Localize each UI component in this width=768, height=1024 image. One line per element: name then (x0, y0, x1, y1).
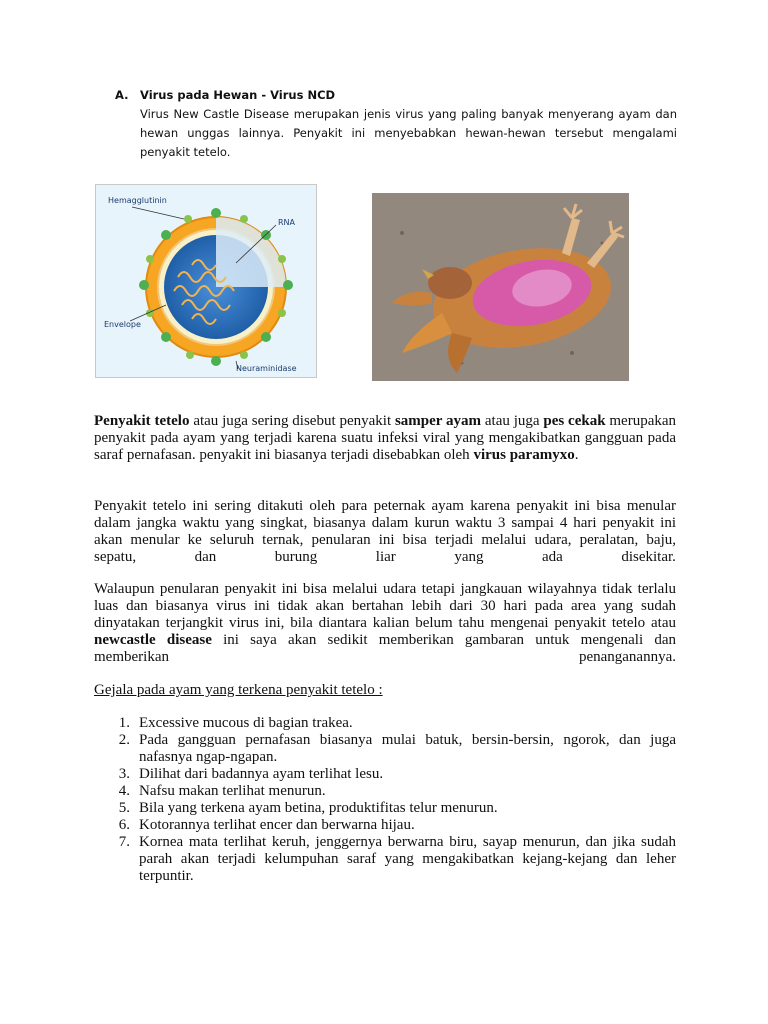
list-item (94, 834, 676, 885)
word: liar (375, 549, 396, 565)
para2-body: Penyakit tetelo ini sering ditakuti oleh para peternak ayam karena penyakit ini bisa menular dalam jangka waktu yang singkat, biasanya dalam kurun waktu 3 sampai 4 hari penyakit ini akan menular ke seluruh ternak, penularan ini bisa terjadi melalui udara, peralatan, baju, (94, 498, 676, 548)
list-text: Bila yang terkena ayam betina, produktifitas telur menurun. (139, 800, 498, 816)
list-number: 2. (118, 732, 130, 748)
list-number: 7. (118, 834, 130, 850)
label-neuraminidase: Neuraminidase (236, 364, 297, 373)
paragraph-2 (94, 498, 676, 566)
list-item (94, 715, 676, 732)
para3-text-a: Walaupun penularan penyakit ini bisa melalui udara tetapi jangkauan wilayahnya tidak terlalu luas dan biasanya virus ini tidak akan bertahan lebih dari 30 hari pada area yang sudah dinyatakan terjangkit virus ini, bila diantara kalian belum tahu mengenai penyakit tetelo atau (94, 581, 676, 631)
list-item (94, 783, 676, 800)
paragraph-1 (94, 413, 676, 464)
symptoms-list (94, 715, 676, 885)
list-item (94, 800, 676, 817)
term-pes-cekak: pes cekak (543, 413, 606, 429)
term-samper-ayam: samper ayam (394, 413, 482, 429)
chicken-illustration (372, 193, 629, 381)
section-intro: Virus New Castle Disease merupakan jenis virus yang paling banyak menyerang ayam dan hewan unggas lainnya. Penyakit ini menyebabkan hewan-hewan tersebut mengalami penyakit tetelo. (140, 107, 677, 159)
list-number: 5. (118, 800, 130, 816)
list-item (94, 766, 676, 783)
list-number: 3. (118, 766, 130, 782)
list-item (94, 817, 676, 834)
para1-text-b: atau juga (481, 413, 544, 429)
list-text: Nafsu makan terlihat menurun. (139, 783, 326, 799)
para3-text-b: ini saya akan sedikit memberikan gambaran untuk mengenali dan (211, 632, 676, 648)
term-virus-paramyxo: virus paramyxo (473, 447, 575, 463)
para2-last-line (94, 549, 676, 566)
para1-text-a: atau juga sering disebut penyakit (189, 413, 395, 429)
term-penyakit-tetelo: Penyakit tetelo (94, 413, 190, 429)
list-text: Kotorannya terlihat encer dan berwarna hijau. (139, 817, 415, 833)
term-newcastle-disease: newcastle disease (94, 632, 212, 648)
para1-text-c: merupakan penyakit pada ayam yang terjadi karena suatu infeksi viral yang mengakibatkan gangguan pada saraf pernafasan. penyakit ini biasanya terjadi disebabkan oleh (94, 413, 677, 463)
para3-last-line (94, 649, 676, 666)
para1-text-d: . (574, 447, 579, 463)
word: yang (454, 549, 484, 565)
symptoms-heading: Gejala pada ayam yang terkena penyakit tetelo : (94, 682, 383, 698)
para3-body (94, 581, 676, 649)
list-number: 1. (118, 715, 130, 731)
section-title: Virus pada Hewan - Virus NCD (140, 88, 336, 102)
list-text: Excessive mucous di bagian trakea. (139, 715, 353, 731)
list-text: Kornea mata terlihat keruh, jenggernya berwarna biru, sayap menurun, dan jika sudah parah akan terjadi kelumpuhan saraf yang mengakibatkan kejang-kejang dan leher terpuntir. (139, 834, 676, 884)
list-number: 6. (118, 817, 130, 833)
word: sepatu, (94, 549, 137, 565)
list-text: Dilihat dari badannya ayam terlihat lesu. (139, 766, 384, 782)
sick-chicken-photo (372, 193, 629, 381)
virus-diagram-svg (96, 185, 316, 377)
section-letter: A. (115, 88, 129, 102)
section-a (115, 86, 677, 162)
paragraph-3 (94, 581, 676, 666)
virus-diagram (95, 184, 317, 378)
list-text: Pada gangguan pernafasan biasanya mulai batuk, bersin-bersin, ngorok, dan juga nafasnya ngap-ngapan. (139, 732, 676, 765)
word: dan (194, 549, 217, 565)
section-heading (115, 86, 677, 105)
list-number: 4. (118, 783, 130, 799)
label-envelope: Envelope (104, 320, 141, 329)
word: penanganannya. (578, 649, 676, 665)
word: burung (274, 549, 318, 565)
word: ada (542, 549, 563, 565)
label-hemagglutinin: Hemagglutinin (108, 196, 167, 205)
list-item (94, 732, 676, 766)
word: memberikan (94, 649, 169, 665)
word: disekitar. (621, 549, 676, 565)
label-rna: RNA (278, 218, 296, 227)
